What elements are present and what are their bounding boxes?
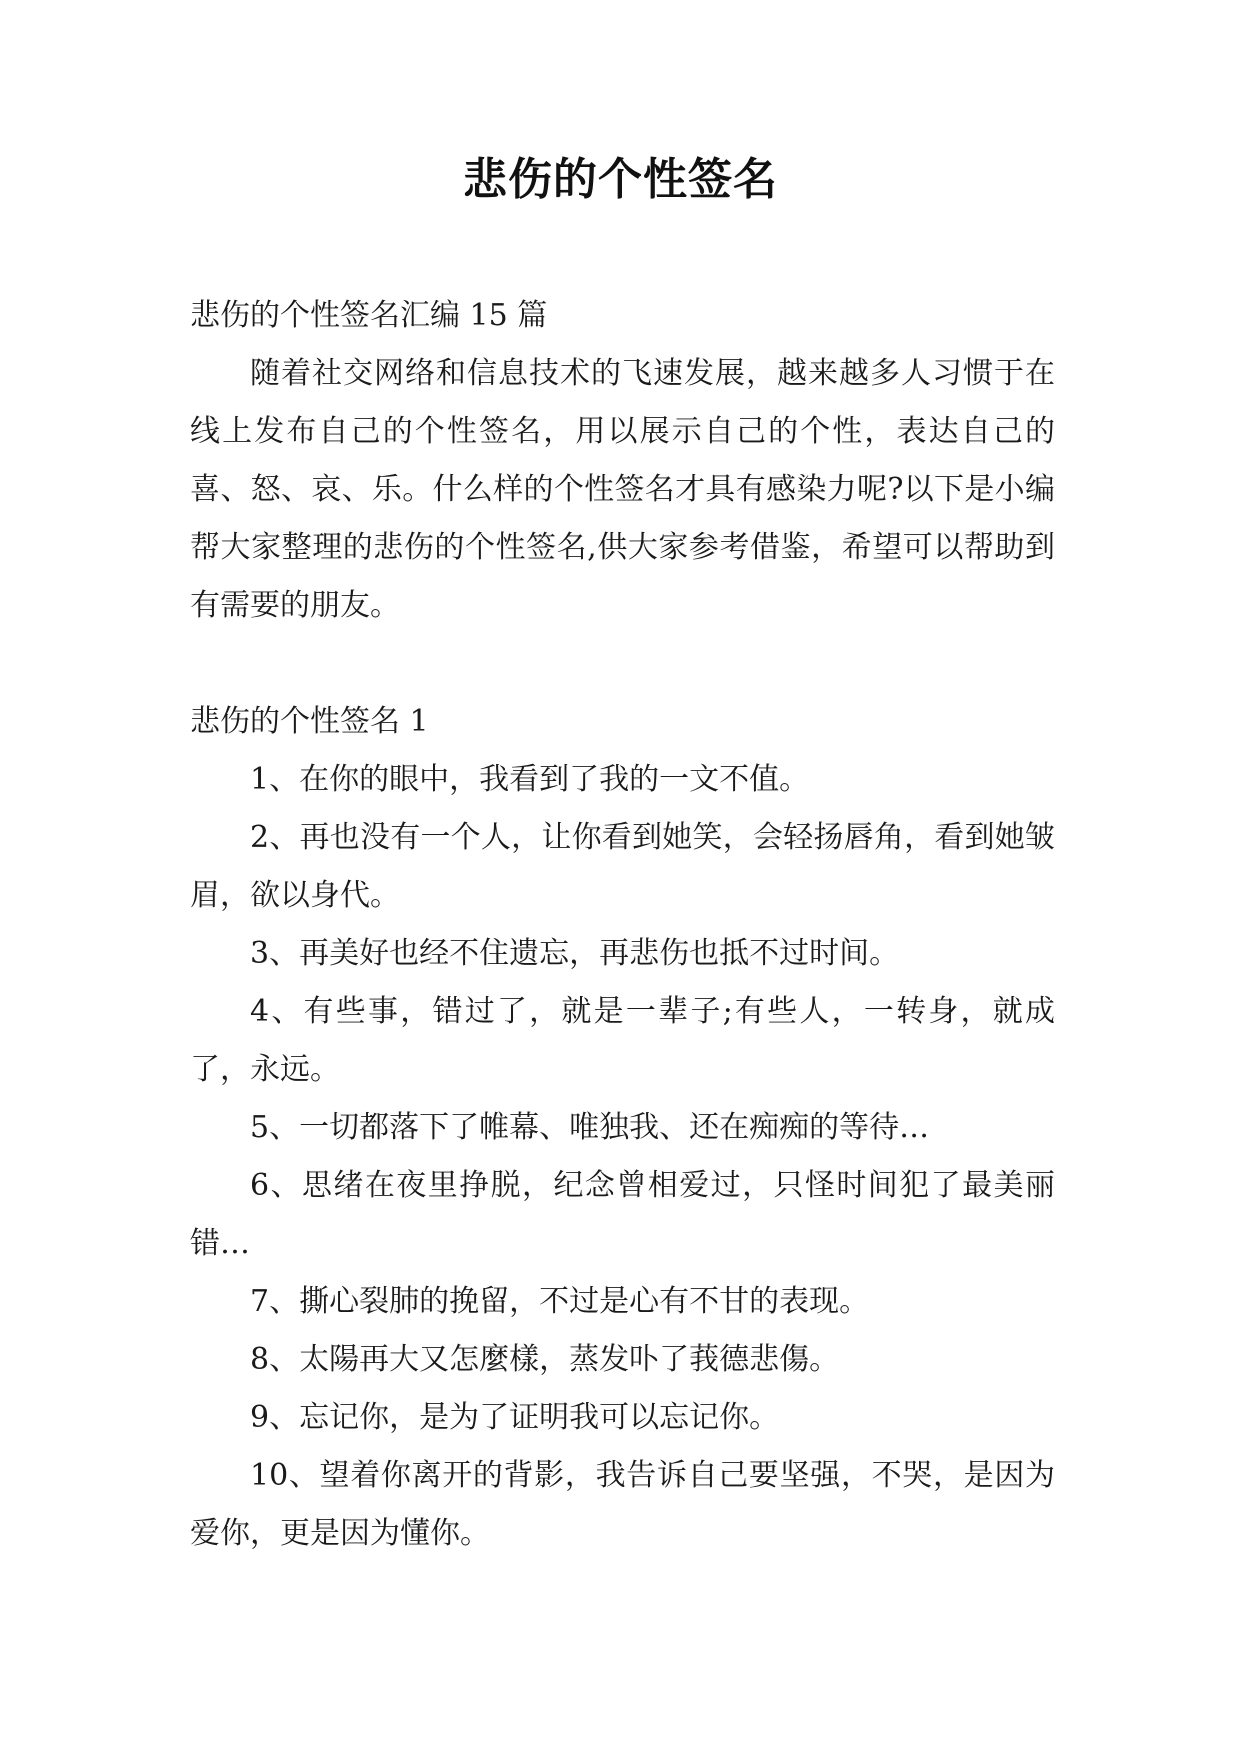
list-item: 2、再也没有一个人，让你看到她笑，会轻扬唇角，看到她皱眉，欲以身代。 <box>190 820 1055 913</box>
list-item: 4、有些事，错过了，就是一辈子;有些人，一转身，就成了，永远。 <box>190 994 1055 1087</box>
list-item: 3、再美好也经不住遗忘，再悲伤也抵不过时间。 <box>250 936 900 971</box>
document-body <box>190 287 1055 1563</box>
page-title: 悲伤的个性签名 <box>463 154 778 205</box>
list-item: 8、太陽再大又怎麼樣，蒸发卟了莪德悲傷。 <box>250 1342 840 1377</box>
document-subtitle: 悲伤的个性签名汇编 15 篇 <box>190 298 548 333</box>
list-item: 5、一切都落下了帷幕、唯独我、还在痴痴的等待… <box>250 1110 930 1145</box>
list-item: 10、望着你离开的背影，我告诉自己要坚强，不哭，是因为爱你，更是因为懂你。 <box>190 1458 1055 1551</box>
intro-paragraph: 随着社交网络和信息技术的飞速发展，越来越多人习惯于在线上发布自己的个性签名，用以展示自己的个性，表达自己的喜、怒、哀、乐。什么样的个性签名才具有感染力呢?以下是小编帮大家整理的悲伤的个性签名,供大家参考借鉴，希望可以帮助到有需要的朋友。 <box>190 356 1055 623</box>
paragraph-spacer <box>190 635 1055 693</box>
list-item: 9、忘记你，是为了证明我可以忘记你。 <box>250 1400 780 1435</box>
list-item: 6、思绪在夜里挣脱，纪念曾相爱过，只怪时间犯了最美丽错… <box>190 1168 1055 1261</box>
list-item: 1、在你的眼中，我看到了我的一文不值。 <box>250 762 810 797</box>
list-item: 7、撕心裂肺的挽留，不过是心有不甘的表现。 <box>250 1284 870 1319</box>
section-heading: 悲伤的个性签名 1 <box>190 704 429 739</box>
